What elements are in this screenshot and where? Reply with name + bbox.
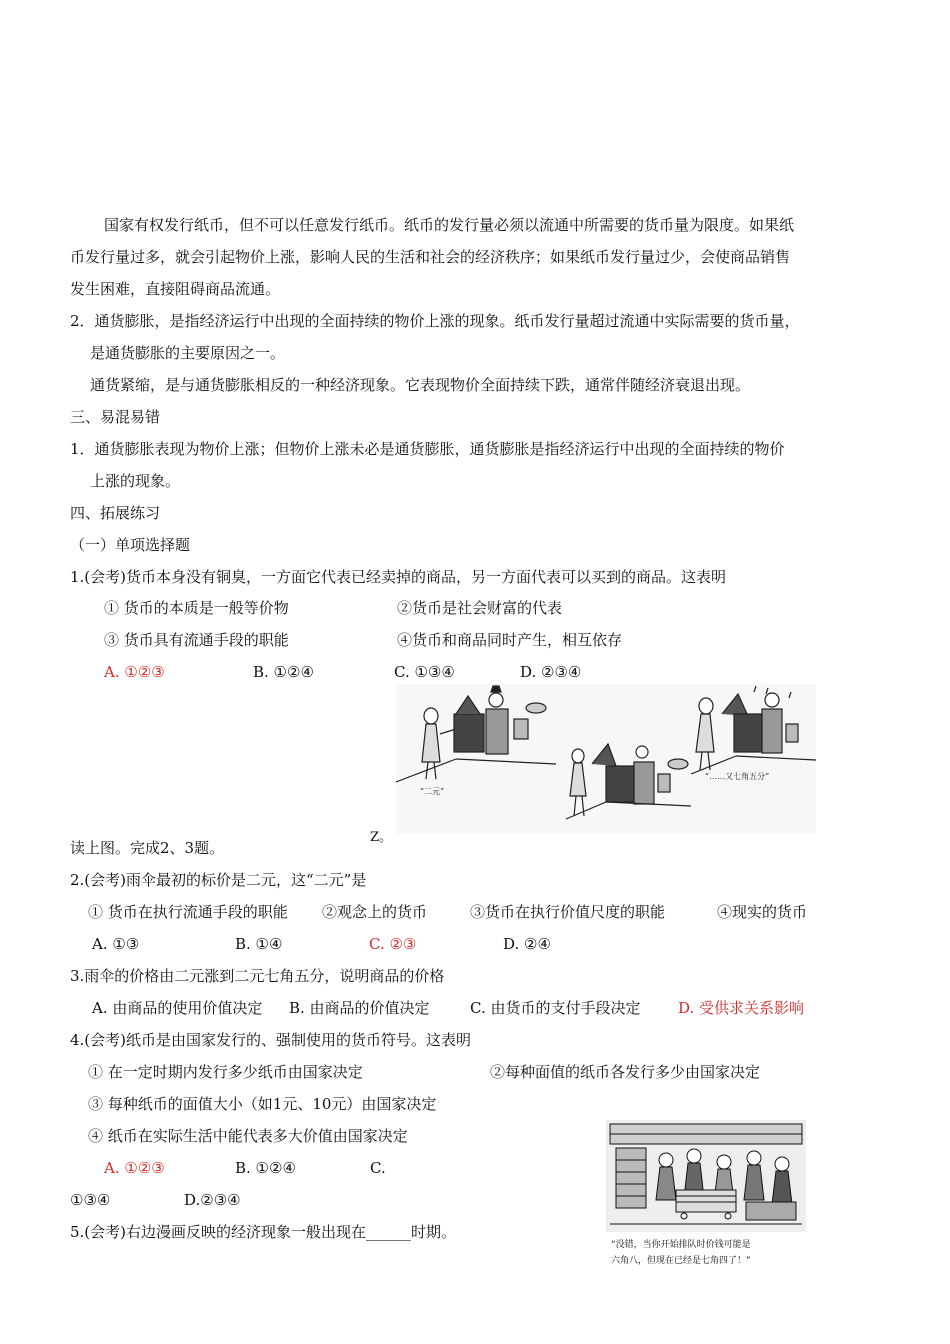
q4-statement-3: ③ 每种纸币的面值大小（如1元、10元）由国家决定 (88, 1095, 437, 1113)
para1-line1: 国家有权发行纸币，但不可以任意发行纸币。纸币的发行量必须以流通中所需要的货币量为限度。如果纸 (104, 216, 795, 234)
q1-option-b: B. ①②④ (253, 663, 314, 681)
q2-option-a: A. ①③ (92, 935, 140, 953)
q2-statement-4: ④现实的货币 (717, 903, 808, 921)
supermarket-caption-line1: “没错，当你开始排队时价钱可能是 (611, 1240, 751, 1250)
q2-option-d: D. ②④ (503, 935, 551, 953)
q3-option-a: A. 由商品的使用价值决定 (92, 999, 263, 1017)
q4-statement-2: ②每种面值的纸币各发行多少由国家决定 (490, 1063, 761, 1081)
q4-option-b: B. ①②④ (235, 1159, 296, 1177)
q1-option-a: A. ①②③ (104, 663, 165, 681)
q2-statement-1: ① 货币在执行流通手段的职能 (88, 903, 288, 921)
read-figure-line: 读上图。完成2、3题。 (70, 839, 225, 857)
q1-statement-1: ① 货币的本质是一般等价物 (104, 599, 289, 617)
para1-line3: 发生困难，直接阻碍商品流通。 (70, 280, 281, 298)
point2-line1: 2．通货膨胀，是指经济运行中出现的全面持续的物价上涨的现象。纸币发行量超过流通中实际需要的货币量， (70, 312, 800, 330)
point2-line2: 是通货膨胀的主要原因之一。 (90, 344, 286, 362)
q3-option-c: C. 由货币的支付手段决定 (470, 999, 641, 1017)
point2-line3: 通货紧缩，是与通货膨胀相反的一种经济现象。它表现物价全面持续下跌，通常伴随经济衰退出现。 (90, 376, 751, 394)
para1-line2: 币发行量过多，就会引起物价上涨，影响人民的生活和社会的经济秩序；如果纸币发行量过少，会使商品销售 (70, 248, 791, 266)
section4-subtitle: （一）单项选择题 (70, 536, 191, 554)
cartoon-label-c: “……又七角五分” (705, 772, 770, 781)
q4-stem: 4.(会考)纸币是由国家发行的、强制使用的货币符号。这表明 (70, 1031, 472, 1049)
q4-option-a: A. ①②③ (104, 1159, 165, 1177)
q4-option-c: C. (370, 1159, 386, 1177)
q1-statement-2: ②货币是社会财富的代表 (397, 599, 563, 617)
q3-option-d: D. 受供求关系影响 (678, 999, 805, 1017)
figure1-mark: Z。 (370, 830, 393, 845)
q4-statement-1: ① 在一定时期内发行多少纸币由国家决定 (88, 1063, 363, 1081)
q2-stem: 2.(会考)雨伞最初的标价是二元，这“二元”是 (70, 871, 367, 889)
section3-title: 三、易混易错 (70, 408, 161, 426)
q3-option-b: B. 由商品的价值决定 (289, 999, 430, 1017)
q1-statement-3: ③ 货币具有流通手段的职能 (104, 631, 289, 649)
supermarket-caption-line2: 六角八，但现在已经是七角四了！” (611, 1256, 751, 1266)
cartoon-label-a: “二元” (420, 787, 445, 796)
section3-item1-line1: 1．通货膨胀表现为物价上涨；但物价上涨未必是通货膨胀，通货膨胀是指经济运行中出现的全面持续的物价 (70, 440, 785, 458)
q4-statement-4: ④ 纸币在实际生活中能代表多大价值由国家决定 (88, 1127, 408, 1145)
q2-statement-2: ②观念上的货币 (322, 903, 428, 921)
q1-option-c: C. ①③④ (394, 663, 455, 681)
section3-item1-line2: 上涨的现象。 (90, 472, 181, 490)
section4-title: 四、拓展练习 (70, 504, 161, 522)
umbrella-cartoon-image (396, 684, 816, 834)
q2-option-c: C. ②③ (369, 935, 417, 953)
q4-option-d: D.②③④ (184, 1191, 241, 1209)
q1-stem: 1.(会考)货币本身没有铜臭，一方面它代表已经卖掉的商品，另一方面代表可以买到的商品。这表明 (70, 568, 727, 586)
q1-statement-4: ④货币和商品同时产生，相互依存 (397, 631, 623, 649)
q2-statement-3: ③货币在执行价值尺度的职能 (470, 903, 666, 921)
q3-stem: 3.雨伞的价格由二元涨到二元七角五分，说明商品的价格 (70, 967, 445, 985)
q2-option-b: B. ①④ (235, 935, 283, 953)
supermarket-cartoon-image (606, 1120, 806, 1232)
q5-stem: 5.(会考)右边漫画反映的经济现象一般出现在______时期。 (70, 1223, 457, 1241)
q4-option-c-values: ①③④ (70, 1191, 111, 1209)
q1-option-d: D. ②③④ (520, 663, 582, 681)
